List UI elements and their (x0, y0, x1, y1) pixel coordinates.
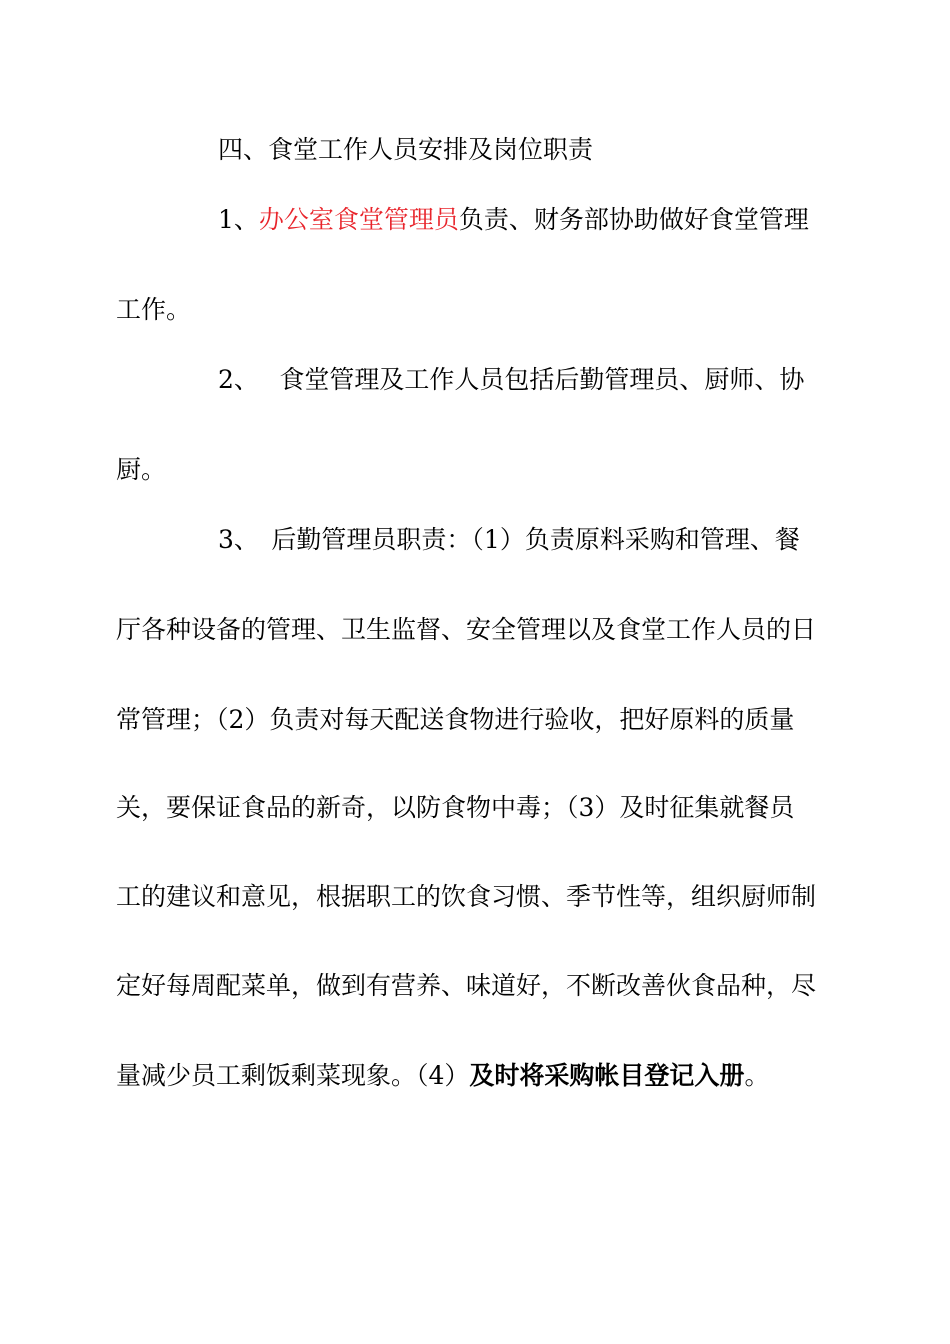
item-1-line-1 (218, 200, 809, 240)
section-heading (218, 130, 593, 170)
item-3-text-2: 厅各种设备的管理、卫生监督、安全管理以及食堂工作人员的日 (116, 615, 817, 644)
item-1-line-2 (116, 290, 191, 330)
item-2-line-2 (116, 450, 166, 490)
item-3-text-3: 常管理；（2）负责对每天配送食物进行验收，把好原料的质量 (116, 705, 795, 734)
item-3-line-5 (116, 877, 816, 917)
item-3-text-6: 定好每周配菜单，做到有营养、味道好，不断改善伙食品种，尽 (116, 971, 817, 1000)
item-1-highlight: 办公室食堂管理员 (258, 205, 459, 234)
item-2-text: 2、 食堂管理及工作人员包括后勤管理员、厨师、协 (218, 365, 805, 394)
item-3-line-7 (116, 1056, 769, 1096)
item-1-text: 负责、财务部协助做好食堂管理 (458, 205, 809, 234)
item-3-text-1: 3、 后勤管理员职责：（1）负责原料采购和管理、餐 (218, 525, 800, 554)
item-3-text-4: 关，要保证食品的新奇，以防食物中毒；（3）及时征集就餐员 (116, 793, 795, 822)
item-3-bold-text: 及时将采购帐目登记入册 (469, 1061, 745, 1090)
item-3-line-4 (116, 788, 794, 828)
item-3-line-1 (218, 520, 800, 560)
item-3-end-punct: 。 (744, 1061, 770, 1090)
item-3-line-3 (116, 700, 794, 740)
heading-text: 四、食堂工作人员安排及岗位职责 (218, 135, 594, 164)
item-2-continuation: 厨。 (116, 455, 167, 484)
item-3-line-6 (116, 966, 816, 1006)
item-3-text-7: 量减少员工剩饭剩菜现象。（4） (116, 1061, 470, 1090)
item-3-line-2 (116, 610, 816, 650)
item-1-continuation: 工作。 (116, 295, 192, 324)
item-1-number: 1、 (218, 205, 259, 234)
item-2-line-1 (218, 360, 804, 400)
item-3-text-5: 工的建议和意见，根据职工的饮食习惯、季节性等，组织厨师制 (116, 882, 817, 911)
